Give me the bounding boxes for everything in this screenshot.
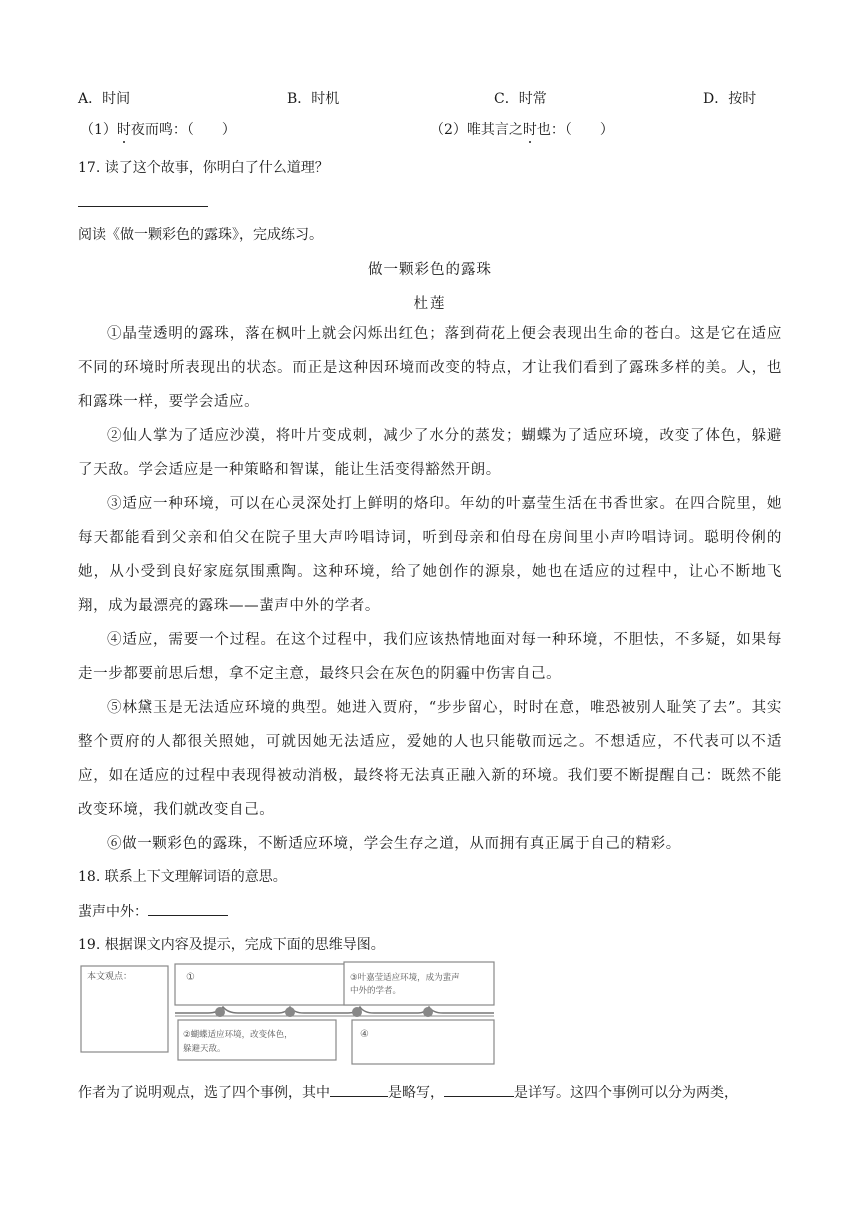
option-letter: D． <box>703 91 729 107</box>
example-box-1-label: ① <box>186 972 195 983</box>
option-text: 按时 <box>728 91 757 107</box>
question-18: 18. 联系上下文理解词语的意思。 <box>78 869 287 885</box>
sub-question-2 <box>430 119 614 139</box>
answer-line-17[interactable] <box>78 206 208 207</box>
article-paragraph-4: ④适应，需要一个过程。在这个过程中，我们应该热情地面对每一种环境，不胆怯，不多疑，如果每走一步都要前思后想，拿不定主意，最终只会在灰色的阴霾中伤害自己。 <box>78 632 782 682</box>
option-letter: C． <box>494 91 519 107</box>
timeline-dot <box>423 1007 433 1017</box>
article-paragraph-1: ①晶莹透明的露珠，落在枫叶上就会闪烁出红色；落到荷花上便会表现出生命的苍白。这是它在适应不同的环境时所表现出的状态。而正是这种因环境而改变的特点，才让我们看到了露珠多样的美。人，也和露珠一样，要学会适应。 <box>78 326 782 410</box>
example-box-4 <box>352 1020 494 1064</box>
sub-question-suffix: 也：（ ） <box>536 122 614 138</box>
example-box-2 <box>178 1020 336 1060</box>
sub-question-prefix: （1） <box>80 122 117 138</box>
sub-question-suffix: 夜而鸣：（ ） <box>130 122 236 138</box>
article-title: 做一颗彩色的露珠 <box>368 262 492 278</box>
option-c <box>494 88 547 108</box>
timeline-dot <box>352 1007 362 1017</box>
example-box-1 <box>175 964 355 1005</box>
timeline-dot <box>285 1007 295 1017</box>
example-box-3-line1: ③叶嘉莹适应环境，成为蜚声 <box>350 973 460 983</box>
question-18-term-row <box>78 901 228 921</box>
article-paragraph-3: ③适应一种环境，可以在心灵深处打上鲜明的烙印。年幼的叶嘉莹生活在书香世家。在四合院里，她每天都能看到父亲和伯父在院子里大声吟唱诗词，听到母亲和伯母在房间里小声吟唱诗词。聪明伶俐的她，从小受到良好家庭氛围熏陶。这种环境，给了她创作的源泉，她也在适应的过程中，让心不断地飞翔，成为最漂亮的露珠——蜚声中外的学者。 <box>78 496 782 614</box>
option-text: 时间 <box>102 91 131 107</box>
term-label: 蜚声中外： <box>78 904 148 920</box>
option-a <box>78 88 130 108</box>
fill-text-part: 是略写， <box>388 1085 444 1101</box>
mind-map <box>78 958 498 1070</box>
dotted-character: 时 <box>116 122 131 138</box>
option-text: 时机 <box>311 91 340 107</box>
answer-blank-19a[interactable] <box>330 1082 388 1097</box>
option-b <box>287 88 339 108</box>
example-box-3 <box>344 962 494 1005</box>
example-box-2-line1: ②蝴蝶适应环境，改变体色， <box>183 1030 293 1040</box>
option-letter: A． <box>78 91 103 107</box>
article-paragraph-5: ⑤林黛玉是无法适应环境的典型。她进入贾府，“步步留心，时时在意，唯恐被别人耻笑了去”。其实整个贾府的人都很关照她，可就因她无法适应，爱她的人也只能敬而远之。不想适应，不代表可以不适应，如在适应的过程中表现得被动消极，最终将无法真正融入新的环境。我们要不断提醒自己：既然不能改变环境，我们就改变自己。 <box>78 700 782 818</box>
fill-text-part: 是详写。这四个事例可以分为两类， <box>514 1085 738 1101</box>
answer-blank-18[interactable] <box>148 901 228 916</box>
question-19: 19. 根据课文内容及提示，完成下面的思维导图。 <box>78 937 385 953</box>
option-letter: B． <box>287 91 312 107</box>
sub-question-prefix: （2）唯其言之 <box>430 122 523 138</box>
reading-intro: 阅读《做一颗彩色的露珠》，完成练习。 <box>78 227 323 243</box>
timeline-dot <box>215 1007 225 1017</box>
answer-blank-19b[interactable] <box>444 1082 514 1097</box>
article-author: 杜莲 <box>413 296 447 312</box>
example-box-4-label: ④ <box>360 1029 369 1040</box>
question-19-fill-line <box>78 1082 738 1102</box>
article-paragraph-2: ②仙人掌为了适应沙漠，将叶片变成刺，减少了水分的蒸发；蝴蝶为了适应环境，改变了体色，躲避了天敌。学会适应是一种策略和智谋，能让生活变得豁然开朗。 <box>78 428 782 478</box>
question-17: 17. 读了这个故事，你明白了什么道理？ <box>78 160 329 176</box>
example-box-3-line2: 中外的学者。 <box>350 986 402 996</box>
option-d <box>703 88 756 108</box>
sub-question-1 <box>80 119 236 139</box>
option-text: 时常 <box>518 91 547 107</box>
viewpoint-label: 本文观点： <box>87 972 133 982</box>
dotted-character: 时 <box>522 122 537 138</box>
fill-text-part: 作者为了说明观点，选了四个事例，其中 <box>78 1085 330 1101</box>
example-box-2-line2: 躲避天敌。 <box>183 1044 226 1054</box>
article-paragraph-6: ⑥做一颗彩色的露珠，不断适应环境，学会生存之道，从而拥有真正属于自己的精彩。 <box>107 836 681 852</box>
